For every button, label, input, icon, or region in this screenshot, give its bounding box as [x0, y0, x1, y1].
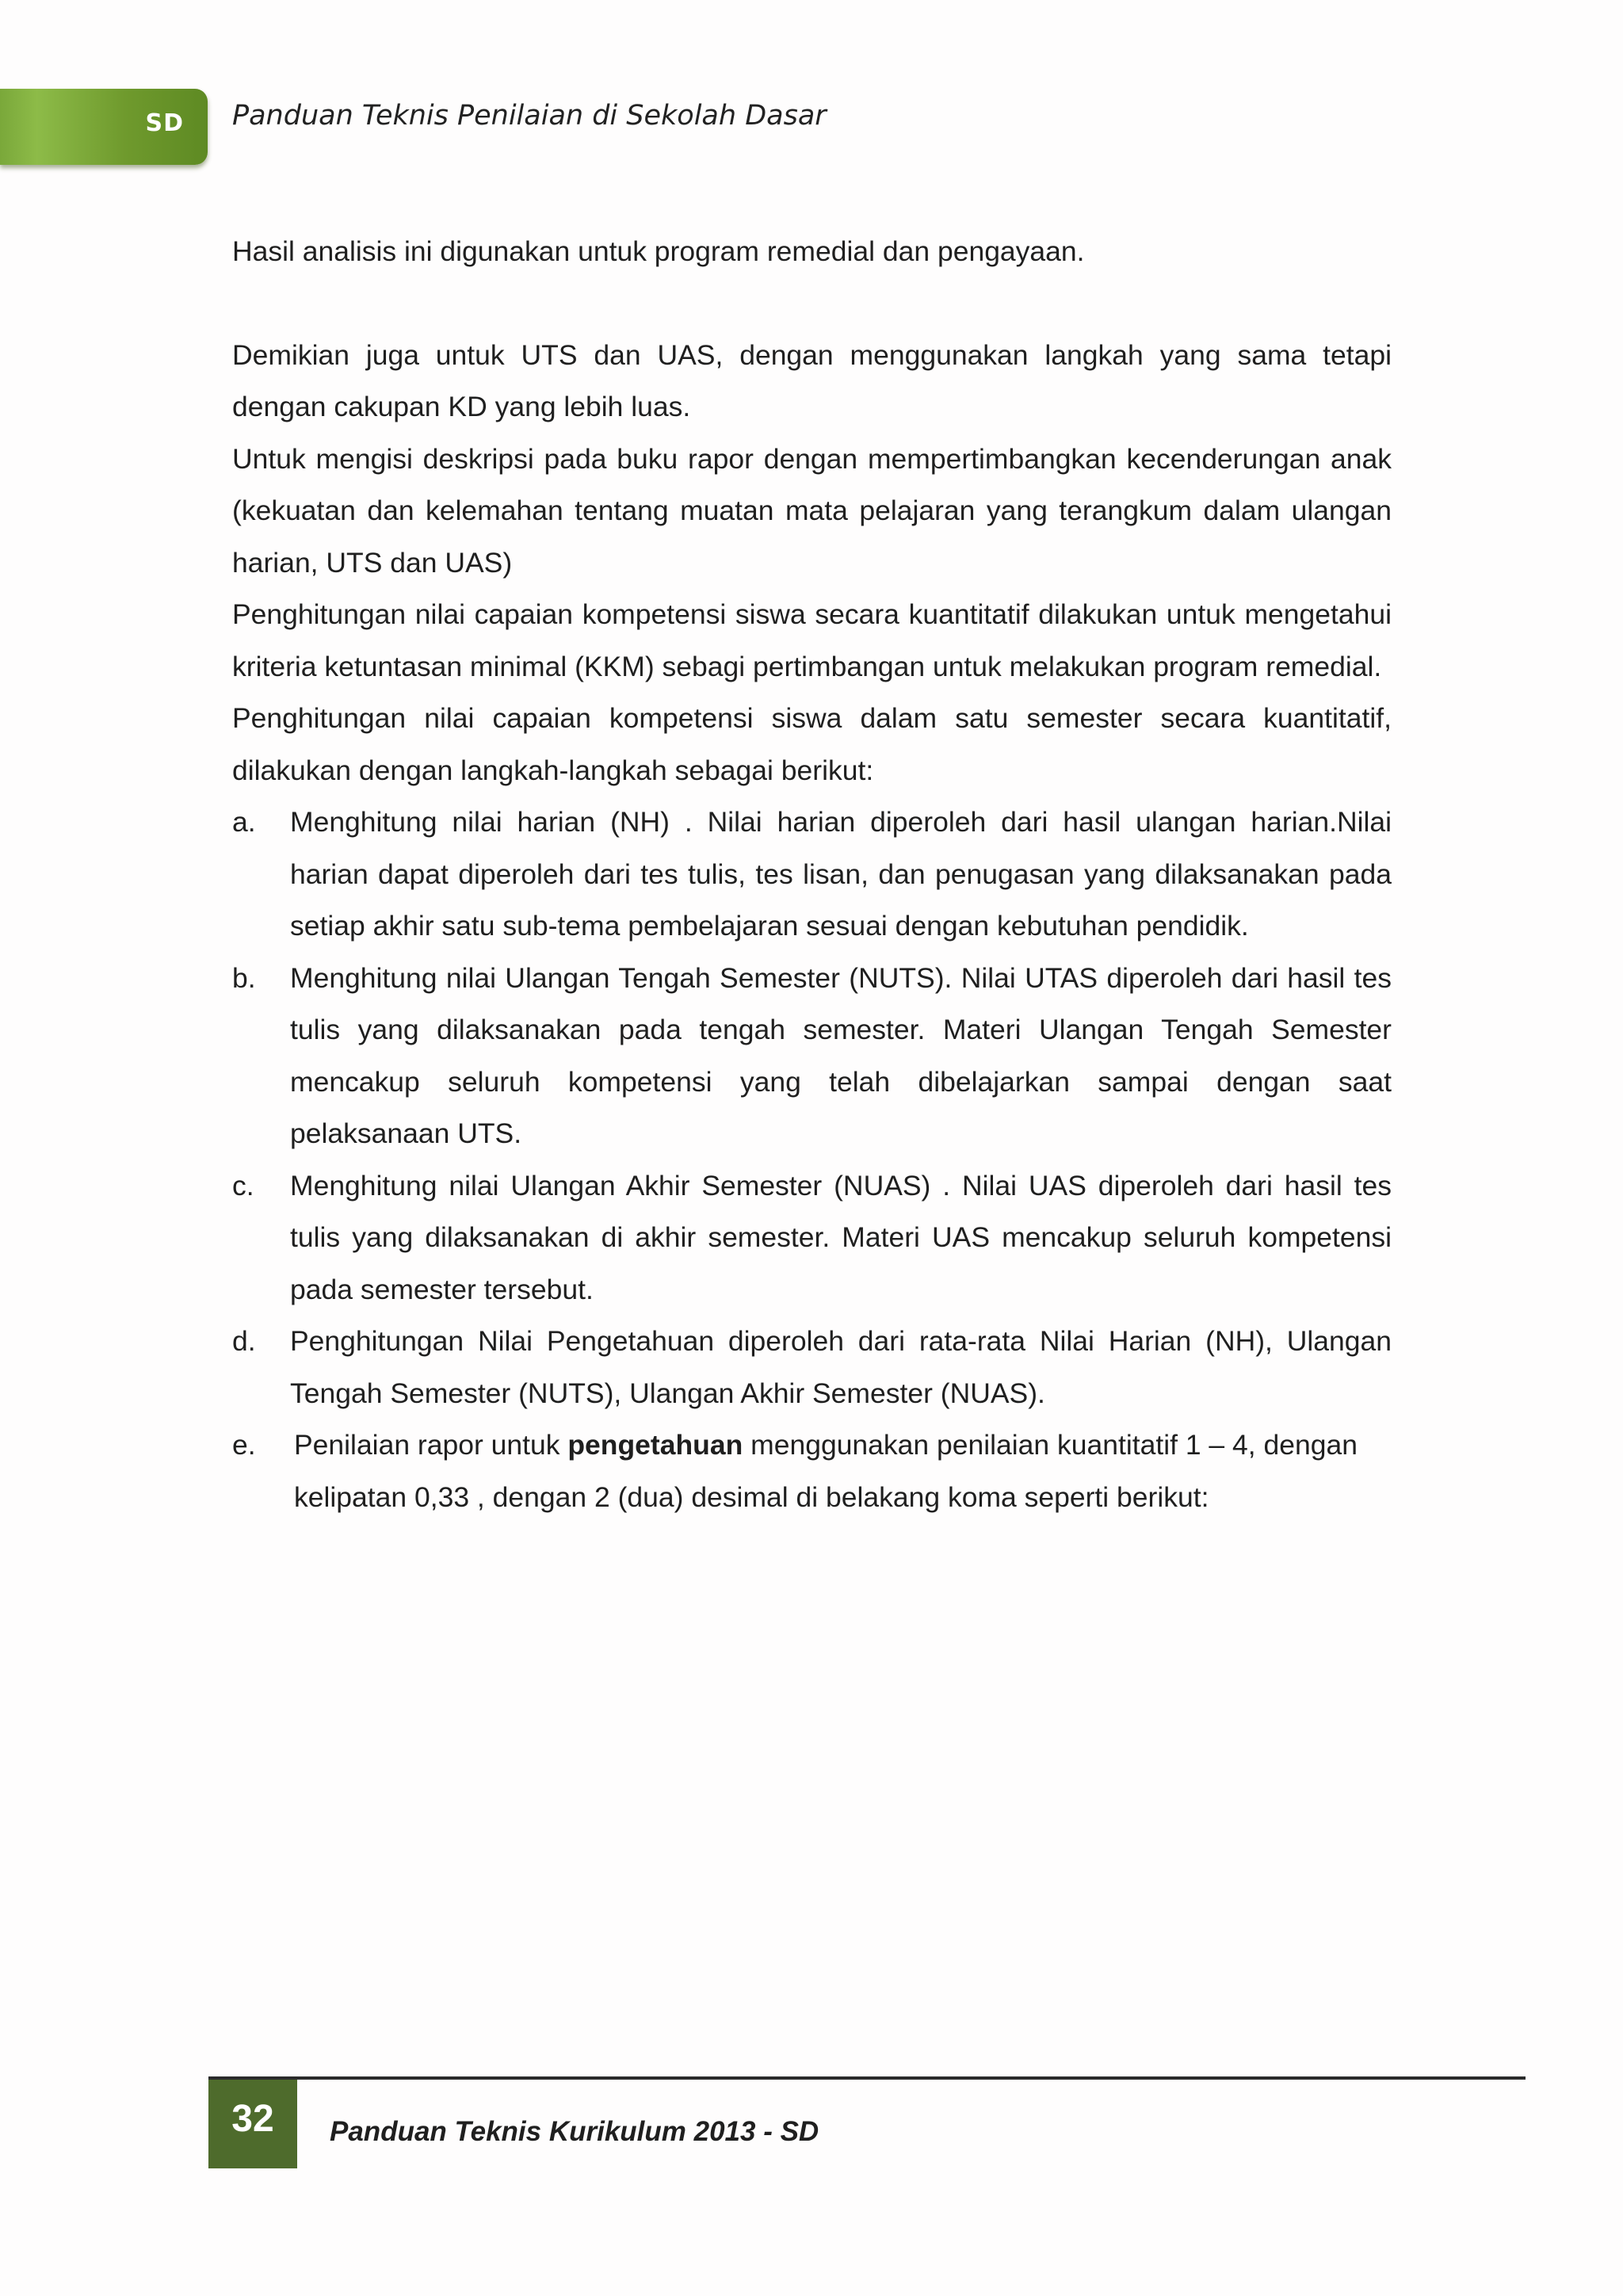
paragraph: Demikian juga untuk UTS dan UAS, dengan menggunakan langkah yang sama tetapi dengan cakupan KD yang lebih luas.: [232, 338, 1392, 422]
list-item-text: Penghitungan Nilai Pengetahuan diperoleh dari rata-rata Nilai Harian (NH), Ulangan Tengah Semester (NUTS), Ulangan Akhir Semester (NUAS).: [290, 1325, 1392, 1409]
list-item-text-end: menggunakan penilaian kuantitatif 1 – 4, dengan kelipatan 0,33 , dengan 2 (dua) desimal di belakang koma seperti berikut:: [294, 1429, 1358, 1513]
list-marker: a.: [232, 806, 256, 838]
paragraph: Untuk mengisi deskripsi pada buku rapor dengan mempertimbangkan kecenderungan anak (kekuatan dan kelemahan tentang muatan mata pelajaran yang terangkum dalam ulangan harian, UTS dan UAS): [232, 442, 1392, 579]
steps-list: [232, 797, 1392, 1523]
page-number: 32: [231, 2098, 274, 2140]
list-marker: e.: [232, 1429, 256, 1461]
page-number-box: [208, 2080, 297, 2168]
page-content: [232, 226, 1392, 1523]
list-item-text-start: Penilaian rapor untuk: [294, 1429, 568, 1461]
footer-title: Panduan Teknis Kurikulum 2013 - SD: [330, 2116, 819, 2147]
header-tab: [0, 89, 208, 165]
footer-rule: [208, 2076, 1526, 2080]
list-marker: b.: [232, 961, 256, 994]
list-item: [232, 1316, 1392, 1419]
paragraph: Hasil analisis ini digunakan untuk program remedial dan pengayaan.: [232, 235, 1085, 267]
list-item: [232, 1160, 1392, 1316]
list-item: [232, 953, 1392, 1160]
list-item: [232, 797, 1392, 953]
header-tab-label: SD: [145, 109, 184, 137]
list-marker: c.: [232, 1169, 254, 1201]
paragraph: Penghitungan nilai capaian kompetensi siswa dalam satu semester secara kuantitatif, dilakukan dengan langkah-langkah sebagai berikut:: [232, 702, 1392, 786]
paragraph: Penghitungan nilai capaian kompetensi siswa secara kuantitatif dilakukan untuk mengetahui kriteria ketuntasan minimal (KKM) sebagi pertimbangan untuk melakukan program remedial.: [232, 598, 1392, 682]
list-marker: d.: [232, 1325, 256, 1357]
list-item-text: [294, 1419, 1392, 1523]
list-item-text: Menghitung nilai Ulangan Tengah Semester (NUTS). Nilai UTAS diperoleh dari hasil tes tulis yang dilaksanakan pada tengah semester. Materi Ulangan Tengah Semester mencakup seluruh kompetensi yang telah dibelajarkan sampai dengan saat pelaksanaan UTS.: [290, 961, 1392, 1149]
header-title: Panduan Teknis Penilaian di Sekolah Dasar: [232, 100, 827, 132]
list-item-text: Menghitung nilai Ulangan Akhir Semester (NUAS) . Nilai UAS diperoleh dari hasil tes tulis yang dilaksanakan di akhir semester. Materi UAS mencakup seluruh kompetensi pada semester tersebut.: [290, 1169, 1392, 1305]
bold-term: pengetahuan: [567, 1429, 743, 1461]
list-item: [232, 1419, 1392, 1523]
list-item-text: Menghitung nilai harian (NH) . Nilai harian diperoleh dari hasil ulangan harian.Nilai harian dapat diperoleh dari tes tulis, tes lisan, dan penugasan yang dilaksanakan pada setiap akhir satu sub-tema pembelajaran sesuai dengan kebutuhan pendidik.: [290, 806, 1392, 942]
